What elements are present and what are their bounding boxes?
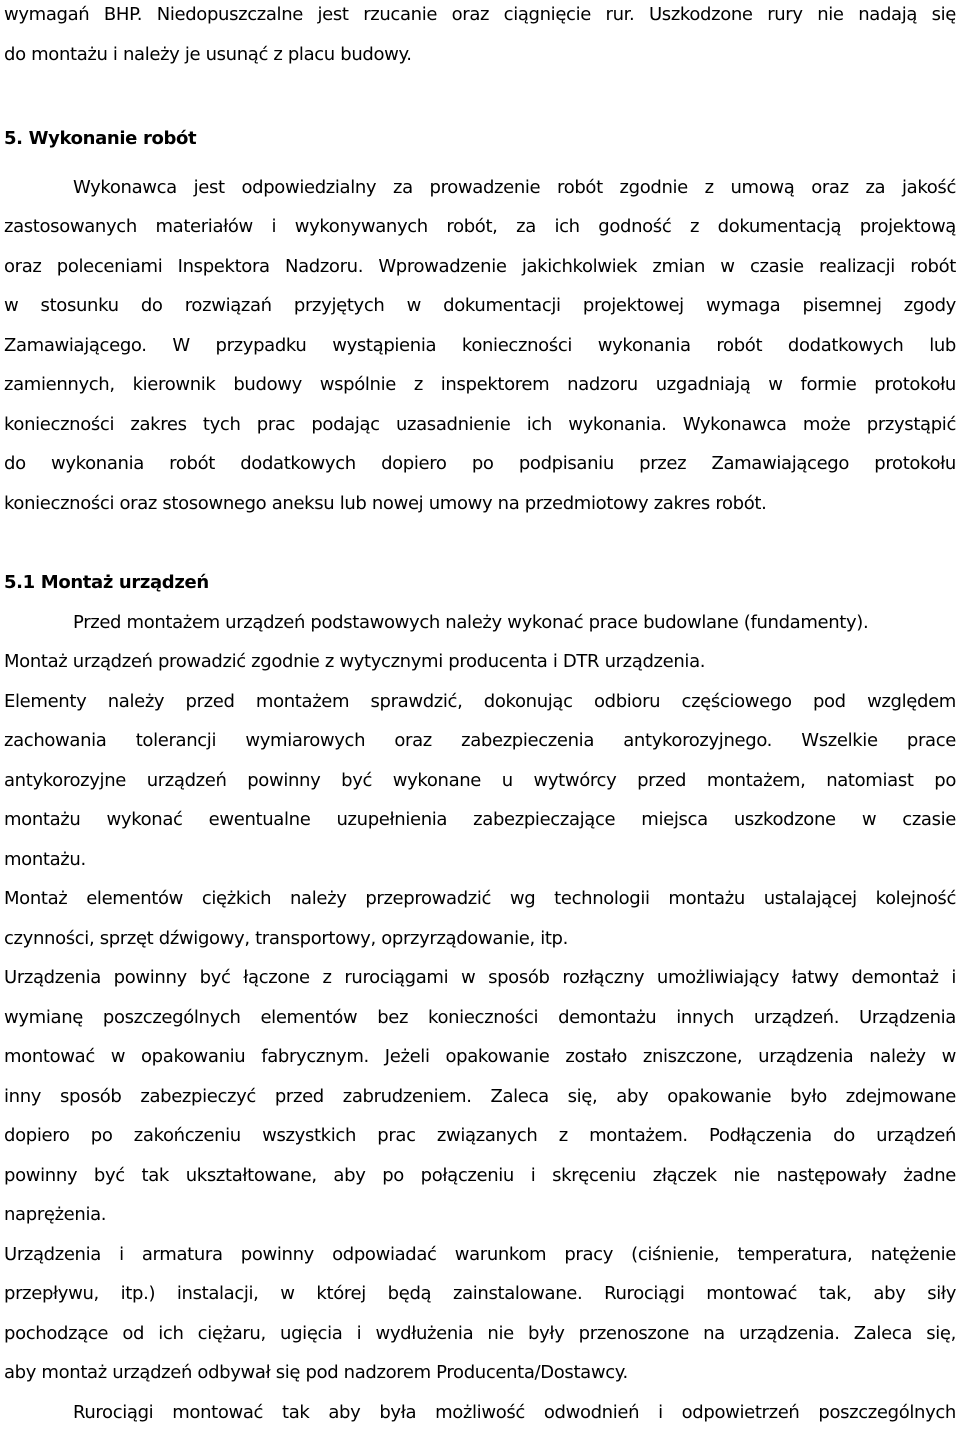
section-5-1-line: inny sposób zabezpieczyć przed zabrudzeniem. Zaleca się, aby opakowanie było zdejmowane (4, 1086, 956, 1107)
section-5-1-line: Urządzenia powinny być łączone z rurociągami w sposób rozłączny umożliwiający łatwy demontaż i (4, 967, 956, 988)
section-5-line: zamiennych, kierownik budowy wspólnie z inspektorem nadzoru uzgadniają w formie protokołu (4, 374, 956, 395)
section-5-heading: 5. Wykonanie robót (4, 128, 197, 149)
section-5-1-line: czynności, sprzęt dźwigowy, transportowy, oprzyrządowanie, itp. (4, 928, 568, 949)
section-5-line: zastosowanych materiałów i wykonywanych robót, za ich godność z dokumentacją projektową (4, 216, 956, 237)
section-5-1-line: antykorozyjne urządzeń powinny być wykonane u wytwórcy przed montażem, natomiast po (4, 770, 956, 791)
section-5-line: oraz poleceniami Inspektora Nadzoru. Wprowadzenie jakichkolwiek zmian w czasie realizacji robót (4, 256, 956, 277)
section-5-1-line: zachowania tolerancji wymiarowych oraz zabezpieczenia antykorozyjnego. Wszelkie prace (4, 730, 956, 751)
section-5-line: Wykonawca jest odpowiedzialny za prowadzenie robót zgodnie z umową oraz za jakość (73, 177, 956, 198)
section-5-1-line: montażu wykonać ewentualne uzupełnienia zabezpieczające miejsca uszkodzone w czasie (4, 809, 956, 830)
section-5-1-heading: 5.1 Montaż urządzeń (4, 572, 209, 593)
section-5-1-line: Montaż elementów ciężkich należy przeprowadzić wg technologii montażu ustalającej kolejność (4, 888, 956, 909)
section-5-1-line: pochodzące od ich ciężaru, ugięcia i wydłużenia nie były przenoszone na urządzenia. Zaleca się, (4, 1323, 956, 1344)
section-5-line: w stosunku do rozwiązań przyjętych w dokumentacji projektowej wymaga pisemnej zgody (4, 295, 956, 316)
intro-line-2: do montażu i należy je usunąć z placu budowy. (4, 44, 412, 65)
section-5-line: Zamawiającego. W przypadku wystąpienia konieczności wykonania robót dodatkowych lub (4, 335, 956, 356)
section-5-1-line: przepływu, itp.) instalacji, w której będą zainstalowane. Rurociągi montować tak, aby siły (4, 1283, 956, 1304)
section-5-1-line: dopiero po zakończeniu wszystkich prac związanych z montażem. Podłączenia do urządzeń (4, 1125, 956, 1146)
section-5-1-line: montażu. (4, 849, 86, 870)
section-5-1-line: powinny być tak ukształtowane, aby po połączeniu i skręceniu złączek nie następowały żadne (4, 1165, 956, 1186)
section-5-1-line: Rurociągi montować tak aby była możliwość odwodnień i odpowietrzeń poszczególnych (73, 1402, 956, 1423)
section-5-1-line: Montaż urządzeń prowadzić zgodnie z wytycznymi producenta i DTR urządzenia. (4, 651, 706, 672)
intro-line-1: wymagań BHP. Niedopuszczalne jest rzucanie oraz ciągnięcie rur. Uszkodzone rury nie nadają się (4, 4, 956, 25)
section-5-line: konieczności zakres tych prac podając uzasadnienie ich wykonania. Wykonawca może przystąpić (4, 414, 956, 435)
section-5-1-line: Urządzenia i armatura powinny odpowiadać warunkom pracy (ciśnienie, temperatura, natężenie (4, 1244, 956, 1265)
section-5-1-line: Elementy należy przed montażem sprawdzić, dokonując odbioru częściowego pod względem (4, 691, 956, 712)
section-5-line: do wykonania robót dodatkowych dopiero po podpisaniu przez Zamawiającego protokołu (4, 453, 956, 474)
section-5-1-line: aby montaż urządzeń odbywał się pod nadzorem Producenta/Dostawcy. (4, 1362, 628, 1383)
section-5-1-line: Przed montażem urządzeń podstawowych należy wykonać prace budowlane (fundamenty). (73, 612, 869, 633)
section-5-1-line: wymianę poszczególnych elementów bez konieczności demontażu innych urządzeń. Urządzenia (4, 1007, 956, 1028)
section-5-1-line: montować w opakowaniu fabrycznym. Jeżeli opakowanie zostało zniszczone, urządzenia należy w (4, 1046, 956, 1067)
section-5-line: konieczności oraz stosownego aneksu lub nowej umowy na przedmiotowy zakres robót. (4, 493, 767, 514)
section-5-1-line: naprężenia. (4, 1204, 107, 1225)
